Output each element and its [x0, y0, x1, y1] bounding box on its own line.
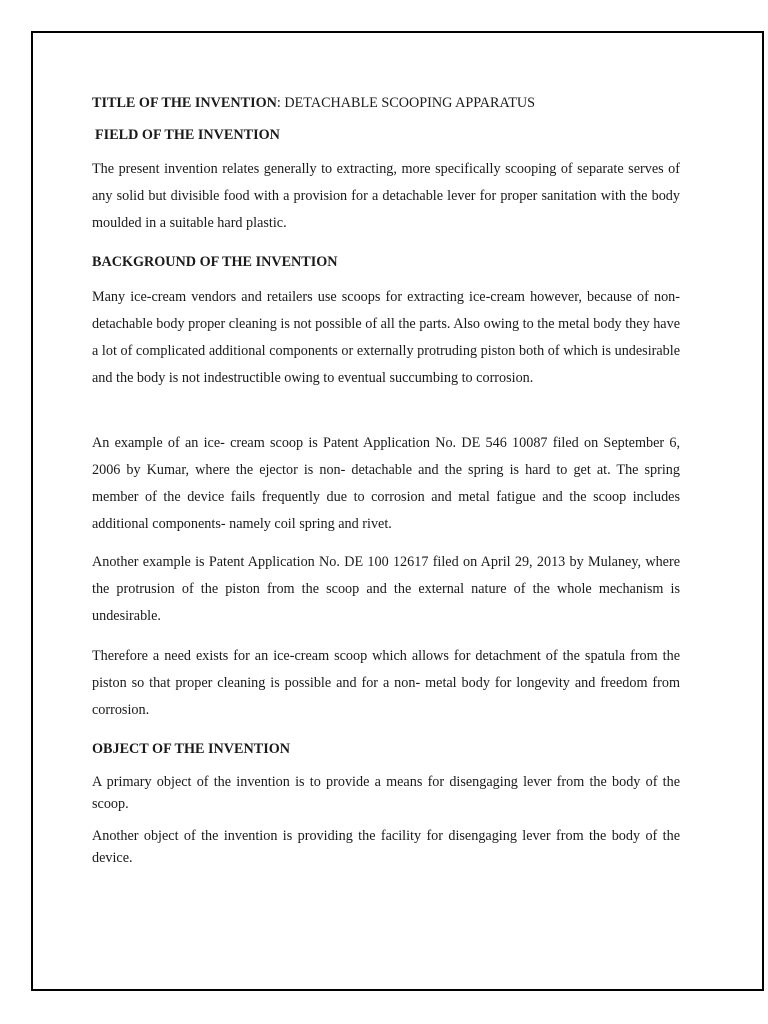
- background-paragraph-4: Therefore a need exists for an ice-cream scoop which allows for detachment of the spatula from the piston so that proper cleaning is possible and for a non- metal body for longevity and freedom from corrosion.: [92, 648, 680, 718]
- document-page: [31, 31, 764, 991]
- background-heading: BACKGROUND OF THE INVENTION: [92, 254, 338, 270]
- background-paragraph-2: An example of an ice- cream scoop is Patent Application No. DE 546 10087 filed on September 6, 2006 by Kumar, where the ejector is non- detachable and the spring is hard to get at. The spring member of the device fails frequently due to corrosion and metal fatigue and the scoop includes additional components- namely coil spring and rivet.: [92, 435, 680, 532]
- field-paragraph-1: The present invention relates generally to extracting, more specifically scooping of separate serves of any solid but divisible food with a provision for a detachable lever for proper sanitation with the body moulded in a suitable hard plastic.: [92, 161, 680, 231]
- object-paragraph-1: A primary object of the invention is to provide a means for disengaging lever from the body of the scoop.: [92, 774, 680, 812]
- title-separator: :: [276, 95, 281, 111]
- background-paragraph-3: Another example is Patent Application No. DE 100 12617 filed on April 29, 2013 by Mulaney, where the protrusion of the piston from the scoop and the external nature of the whole mechanism is undesirable.: [92, 554, 680, 624]
- invention-title: [92, 95, 692, 112]
- object-paragraph-2: Another object of the invention is providing the facility for disengaging lever from the body of the device.: [92, 828, 680, 866]
- title-label: TITLE OF THE INVENTION: [92, 95, 277, 111]
- field-heading: FIELD OF THE INVENTION: [95, 127, 280, 143]
- background-paragraph-1: Many ice-cream vendors and retailers use scoops for extracting ice-cream however, because of non-detachable body proper cleaning is not possible of all the parts. Also owing to the metal body they have a lot of complicated additional components or externally protruding piston both of which is undesirable and the body is not indestructible owing to eventual succumbing to corrosion.: [92, 289, 680, 386]
- object-heading: OBJECT OF THE INVENTION: [92, 741, 291, 757]
- title-value: DETACHABLE SCOOPING APPARATUS: [280, 95, 535, 111]
